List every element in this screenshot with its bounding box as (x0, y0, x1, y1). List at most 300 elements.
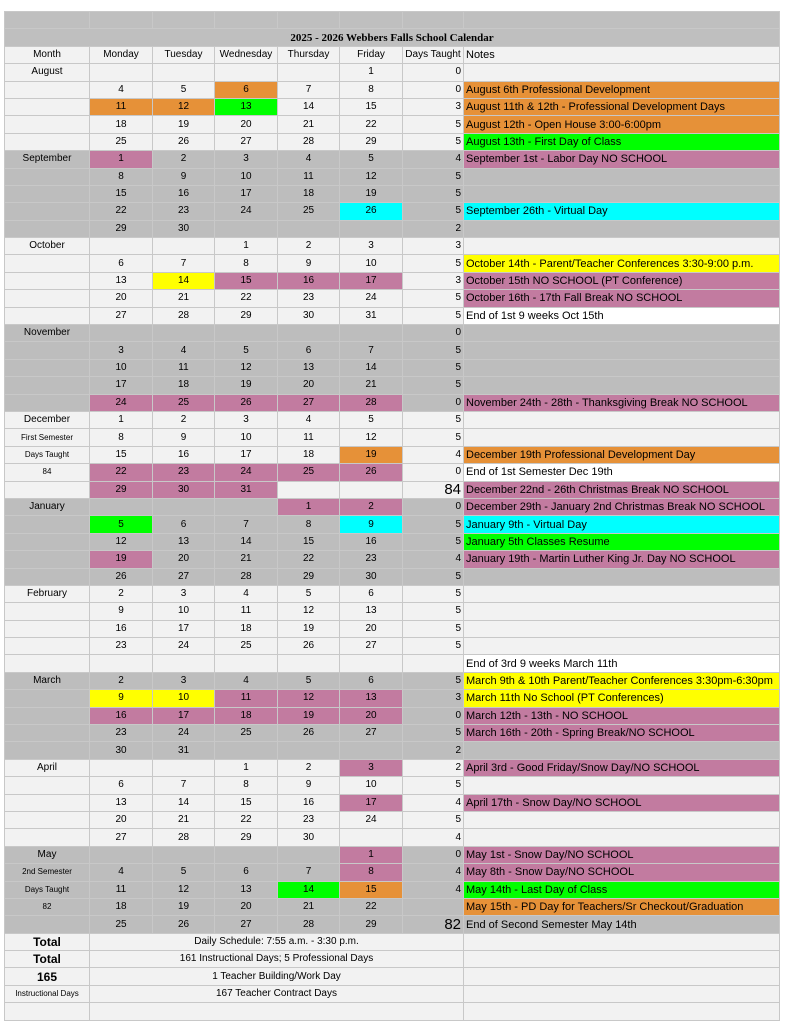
day-cell: 9 (90, 690, 153, 707)
day-cell: 24 (215, 464, 278, 481)
day-cell: 30 (90, 742, 153, 759)
calendar-week-row (5, 620, 780, 637)
calendar-week-row (5, 516, 780, 533)
footer-label: Total (5, 933, 90, 950)
day-cell: 3 (340, 238, 403, 255)
days-taught-cell: 5 (403, 585, 464, 602)
day-cell: 16 (90, 707, 153, 724)
day-cell: 3 (215, 151, 278, 168)
day-cell: 1 (278, 498, 340, 515)
calendar-week-row (5, 151, 780, 168)
note-cell (464, 429, 780, 446)
day-cell: 29 (278, 568, 340, 585)
day-cell: 24 (340, 290, 403, 307)
month-label: First Semester (5, 429, 90, 446)
day-cell: 11 (90, 881, 153, 898)
day-cell: 25 (90, 133, 153, 150)
day-cell: 18 (90, 116, 153, 133)
day-cell: 29 (90, 481, 153, 498)
days-taught-cell: 4 (403, 864, 464, 881)
day-cell: 4 (153, 342, 215, 359)
calendar-week-row (5, 359, 780, 376)
month-label: 2nd Semester (5, 864, 90, 881)
day-cell: 9 (340, 516, 403, 533)
note-cell: End of 3rd 9 weeks March 11th (464, 655, 780, 672)
day-cell (278, 655, 340, 672)
day-cell: 1 (340, 64, 403, 81)
footer-row (5, 933, 780, 950)
day-cell: 6 (340, 585, 403, 602)
day-cell: 11 (278, 429, 340, 446)
day-cell: 5 (278, 672, 340, 689)
footer-blank (464, 985, 780, 1002)
days-taught-cell: 5 (403, 116, 464, 133)
days-taught-cell (403, 898, 464, 915)
day-cell: 25 (215, 725, 278, 742)
days-taught-cell: 5 (403, 603, 464, 620)
day-cell (340, 655, 403, 672)
day-cell: 3 (153, 585, 215, 602)
note-cell: May 8th - Snow Day/NO SCHOOL (464, 864, 780, 881)
days-taught-cell (403, 655, 464, 672)
day-cell: 10 (340, 255, 403, 272)
note-cell: January 5th Classes Resume (464, 533, 780, 550)
month-label (5, 829, 90, 846)
calendar-week-row (5, 742, 780, 759)
day-cell: 18 (153, 377, 215, 394)
note-cell: September 1st - Labor Day NO SCHOOL (464, 151, 780, 168)
month-label (5, 220, 90, 237)
days-taught-cell: 5 (403, 377, 464, 394)
day-cell (340, 481, 403, 498)
day-cell: 22 (215, 811, 278, 828)
month-label (5, 168, 90, 185)
day-cell: 13 (340, 690, 403, 707)
calendar-week-row (5, 429, 780, 446)
month-label (5, 777, 90, 794)
calendar-week-row (5, 272, 780, 289)
days-taught-cell: 0 (403, 846, 464, 863)
month-label: April (5, 759, 90, 776)
days-taught-cell: 84 (403, 481, 464, 498)
day-cell: 27 (215, 133, 278, 150)
day-cell (153, 498, 215, 515)
days-taught-cell: 5 (403, 307, 464, 324)
day-cell: 11 (215, 690, 278, 707)
day-cell (90, 498, 153, 515)
calendar-week-row (5, 672, 780, 689)
day-cell: 26 (340, 464, 403, 481)
day-cell (153, 238, 215, 255)
day-cell: 21 (215, 551, 278, 568)
day-cell: 10 (153, 603, 215, 620)
day-cell: 1 (90, 411, 153, 428)
day-cell: 2 (278, 238, 340, 255)
month-label: 82 (5, 898, 90, 915)
calendar-week-row (5, 603, 780, 620)
day-cell: 14 (153, 794, 215, 811)
day-cell (90, 325, 153, 342)
day-cell: 28 (215, 568, 278, 585)
footer-blank (464, 933, 780, 950)
day-cell: 7 (215, 516, 278, 533)
day-cell: 29 (215, 829, 278, 846)
note-cell: December 22nd - 26th Christmas Break NO SCHOOL (464, 481, 780, 498)
note-cell (464, 168, 780, 185)
day-cell: 26 (153, 133, 215, 150)
day-cell: 16 (278, 272, 340, 289)
day-cell: 30 (340, 568, 403, 585)
calendar-week-row (5, 811, 780, 828)
note-cell (464, 64, 780, 81)
day-cell: 28 (278, 133, 340, 150)
days-taught-cell: 0 (403, 325, 464, 342)
day-cell: 13 (340, 603, 403, 620)
day-cell: 19 (278, 620, 340, 637)
header-month: Month (5, 46, 90, 63)
days-taught-cell: 0 (403, 498, 464, 515)
month-label: Days Taught (5, 446, 90, 463)
calendar-week-row (5, 481, 780, 498)
footer-summary-text: Daily Schedule: 7:55 a.m. - 3:30 p.m. (90, 933, 464, 950)
note-cell (464, 185, 780, 202)
day-cell: 1 (90, 151, 153, 168)
day-cell: 20 (278, 377, 340, 394)
calendar-week-row (5, 690, 780, 707)
note-cell (464, 620, 780, 637)
day-cell: 24 (90, 394, 153, 411)
calendar-week-row (5, 568, 780, 585)
month-label (5, 290, 90, 307)
days-taught-cell: 3 (403, 272, 464, 289)
day-cell: 5 (153, 864, 215, 881)
day-cell: 4 (90, 81, 153, 98)
day-cell: 29 (90, 220, 153, 237)
note-cell: May 1st - Snow Day/NO SCHOOL (464, 846, 780, 863)
day-cell: 1 (215, 238, 278, 255)
day-cell: 19 (340, 446, 403, 463)
day-cell: 17 (340, 272, 403, 289)
day-cell: 8 (215, 255, 278, 272)
day-cell: 23 (153, 464, 215, 481)
days-taught-cell: 3 (403, 98, 464, 115)
month-label: January (5, 498, 90, 515)
note-cell: March 9th & 10th Parent/Teacher Conferences 3:30pm-6:30pm (464, 672, 780, 689)
month-label (5, 568, 90, 585)
day-cell: 19 (90, 551, 153, 568)
day-cell: 26 (278, 725, 340, 742)
day-cell: 2 (90, 585, 153, 602)
note-cell: March 12th - 13th - NO SCHOOL (464, 707, 780, 724)
day-cell: 26 (340, 203, 403, 220)
note-cell (464, 220, 780, 237)
day-cell: 21 (278, 898, 340, 915)
day-cell: 29 (340, 133, 403, 150)
note-cell (464, 568, 780, 585)
days-taught-cell: 5 (403, 516, 464, 533)
note-cell: January 9th - Virtual Day (464, 516, 780, 533)
day-cell: 25 (90, 916, 153, 933)
calendar-week-row (5, 185, 780, 202)
day-cell: 3 (90, 342, 153, 359)
month-label (5, 203, 90, 220)
day-cell: 28 (153, 829, 215, 846)
day-cell: 14 (153, 272, 215, 289)
day-cell: 30 (278, 829, 340, 846)
day-cell (340, 325, 403, 342)
note-cell: December 19th Professional Development Day (464, 446, 780, 463)
day-cell: 1 (340, 846, 403, 863)
calendar-title: 2025 - 2026 Webbers Falls School Calendar (5, 29, 780, 46)
header-friday: Friday (340, 46, 403, 63)
day-cell: 25 (278, 464, 340, 481)
day-cell: 8 (340, 864, 403, 881)
day-cell: 15 (340, 881, 403, 898)
days-taught-cell: 3 (403, 238, 464, 255)
days-taught-cell: 5 (403, 811, 464, 828)
day-cell: 11 (153, 359, 215, 376)
day-cell: 2 (153, 151, 215, 168)
calendar-week-row (5, 220, 780, 237)
note-cell (464, 359, 780, 376)
day-cell: 27 (215, 916, 278, 933)
note-cell (464, 238, 780, 255)
day-cell: 11 (278, 168, 340, 185)
note-cell: October 14th - Parent/Teacher Conferences 3:30-9:00 p.m. (464, 255, 780, 272)
day-cell: 16 (278, 794, 340, 811)
days-taught-cell: 5 (403, 725, 464, 742)
day-cell: 15 (90, 446, 153, 463)
month-label: September (5, 151, 90, 168)
day-cell: 17 (90, 377, 153, 394)
calendar-week-row (5, 168, 780, 185)
month-label: December (5, 411, 90, 428)
calendar-week-row (5, 864, 780, 881)
note-cell: May 15th - PD Day for Teachers/Sr Checkout/Graduation (464, 898, 780, 915)
note-cell: April 17th - Snow Day/NO SCHOOL (464, 794, 780, 811)
day-cell (278, 846, 340, 863)
header-row (5, 46, 780, 63)
day-cell: 4 (90, 864, 153, 881)
day-cell: 14 (278, 98, 340, 115)
calendar-week-row (5, 238, 780, 255)
day-cell: 7 (278, 81, 340, 98)
day-cell: 10 (215, 168, 278, 185)
day-cell (153, 846, 215, 863)
day-cell (215, 742, 278, 759)
day-cell (90, 846, 153, 863)
month-label: October (5, 238, 90, 255)
day-cell: 8 (340, 81, 403, 98)
day-cell: 19 (215, 377, 278, 394)
day-cell: 9 (278, 255, 340, 272)
day-cell: 2 (278, 759, 340, 776)
month-label (5, 533, 90, 550)
days-taught-cell: 5 (403, 290, 464, 307)
day-cell: 12 (278, 603, 340, 620)
day-cell: 14 (278, 881, 340, 898)
day-cell: 4 (215, 672, 278, 689)
day-cell: 6 (153, 516, 215, 533)
day-cell: 5 (90, 516, 153, 533)
month-label (5, 272, 90, 289)
day-cell: 25 (278, 203, 340, 220)
day-cell (90, 64, 153, 81)
day-cell: 10 (215, 429, 278, 446)
day-cell: 31 (215, 481, 278, 498)
days-taught-cell: 2 (403, 742, 464, 759)
day-cell: 13 (153, 533, 215, 550)
days-taught-cell: 5 (403, 533, 464, 550)
month-label (5, 638, 90, 655)
header-notes: Notes (464, 46, 780, 63)
day-cell: 13 (278, 359, 340, 376)
day-cell: 2 (90, 672, 153, 689)
footer-summary-text: 1 Teacher Building/Work Day (90, 968, 464, 985)
day-cell: 10 (153, 690, 215, 707)
month-label (5, 620, 90, 637)
note-cell (464, 325, 780, 342)
day-cell: 19 (278, 707, 340, 724)
calendar-week-row (5, 725, 780, 742)
day-cell: 17 (153, 707, 215, 724)
day-cell: 7 (153, 255, 215, 272)
day-cell: 22 (90, 464, 153, 481)
calendar-week-row (5, 898, 780, 915)
calendar-week-row (5, 655, 780, 672)
day-cell (90, 759, 153, 776)
footer-blank (464, 951, 780, 968)
day-cell: 16 (340, 533, 403, 550)
day-cell: 19 (153, 898, 215, 915)
days-taught-cell: 5 (403, 638, 464, 655)
day-cell: 7 (153, 777, 215, 794)
day-cell: 15 (90, 185, 153, 202)
calendar-week-row (5, 98, 780, 115)
day-cell: 4 (215, 585, 278, 602)
day-cell: 20 (340, 707, 403, 724)
days-taught-cell: 5 (403, 777, 464, 794)
day-cell: 5 (340, 151, 403, 168)
day-cell: 6 (340, 672, 403, 689)
day-cell: 28 (153, 307, 215, 324)
day-cell (340, 220, 403, 237)
month-label (5, 98, 90, 115)
day-cell: 15 (215, 794, 278, 811)
month-label (5, 516, 90, 533)
month-label (5, 359, 90, 376)
day-cell: 25 (153, 394, 215, 411)
day-cell: 18 (278, 185, 340, 202)
day-cell: 5 (340, 411, 403, 428)
note-cell: May 14th - Last Day of Class (464, 881, 780, 898)
calendar-week-row (5, 81, 780, 98)
month-label (5, 811, 90, 828)
note-cell (464, 377, 780, 394)
note-cell: December 29th - January 2nd Christmas Break NO SCHOOL (464, 498, 780, 515)
note-cell (464, 777, 780, 794)
days-taught-cell: 4 (403, 151, 464, 168)
days-taught-cell: 5 (403, 185, 464, 202)
day-cell: 26 (153, 916, 215, 933)
calendar-week-row (5, 290, 780, 307)
day-cell: 22 (340, 898, 403, 915)
month-label (5, 707, 90, 724)
day-cell (153, 655, 215, 672)
day-cell: 27 (278, 394, 340, 411)
day-cell: 25 (215, 638, 278, 655)
month-label (5, 377, 90, 394)
calendar-week-row (5, 533, 780, 550)
day-cell (215, 846, 278, 863)
day-cell: 14 (215, 533, 278, 550)
day-cell: 6 (90, 777, 153, 794)
month-label (5, 255, 90, 272)
note-cell: August 13th - First Day of Class (464, 133, 780, 150)
day-cell: 23 (153, 203, 215, 220)
days-taught-cell: 5 (403, 342, 464, 359)
calendar-week-row (5, 638, 780, 655)
day-cell: 24 (153, 638, 215, 655)
header-days-taught: Days Taught (403, 46, 464, 63)
day-cell: 4 (278, 151, 340, 168)
day-cell: 12 (90, 533, 153, 550)
day-cell: 16 (153, 446, 215, 463)
blank-top-row (5, 12, 780, 29)
days-taught-cell: 5 (403, 411, 464, 428)
day-cell: 15 (215, 272, 278, 289)
calendar-week-row (5, 464, 780, 481)
day-cell: 9 (90, 603, 153, 620)
day-cell: 20 (153, 551, 215, 568)
day-cell: 23 (278, 290, 340, 307)
month-label (5, 481, 90, 498)
day-cell: 31 (153, 742, 215, 759)
note-cell (464, 638, 780, 655)
day-cell: 7 (340, 342, 403, 359)
day-cell: 23 (278, 811, 340, 828)
day-cell: 29 (340, 916, 403, 933)
day-cell: 8 (278, 516, 340, 533)
note-cell (464, 742, 780, 759)
calendar-week-row (5, 846, 780, 863)
day-cell: 27 (90, 307, 153, 324)
day-cell: 29 (215, 307, 278, 324)
calendar-week-row (5, 325, 780, 342)
day-cell: 5 (153, 81, 215, 98)
month-label (5, 307, 90, 324)
day-cell: 30 (153, 220, 215, 237)
day-cell: 21 (153, 290, 215, 307)
day-cell: 16 (153, 185, 215, 202)
month-label: May (5, 846, 90, 863)
header-monday: Monday (90, 46, 153, 63)
day-cell (278, 742, 340, 759)
day-cell (153, 64, 215, 81)
day-cell: 15 (278, 533, 340, 550)
month-label: February (5, 585, 90, 602)
note-cell: End of Second Semester May 14th (464, 916, 780, 933)
day-cell: 20 (90, 290, 153, 307)
month-label (5, 342, 90, 359)
day-cell: 8 (90, 429, 153, 446)
day-cell: 17 (215, 446, 278, 463)
day-cell: 28 (340, 394, 403, 411)
day-cell: 11 (215, 603, 278, 620)
day-cell: 20 (215, 116, 278, 133)
day-cell: 18 (90, 898, 153, 915)
days-taught-cell: 2 (403, 220, 464, 237)
